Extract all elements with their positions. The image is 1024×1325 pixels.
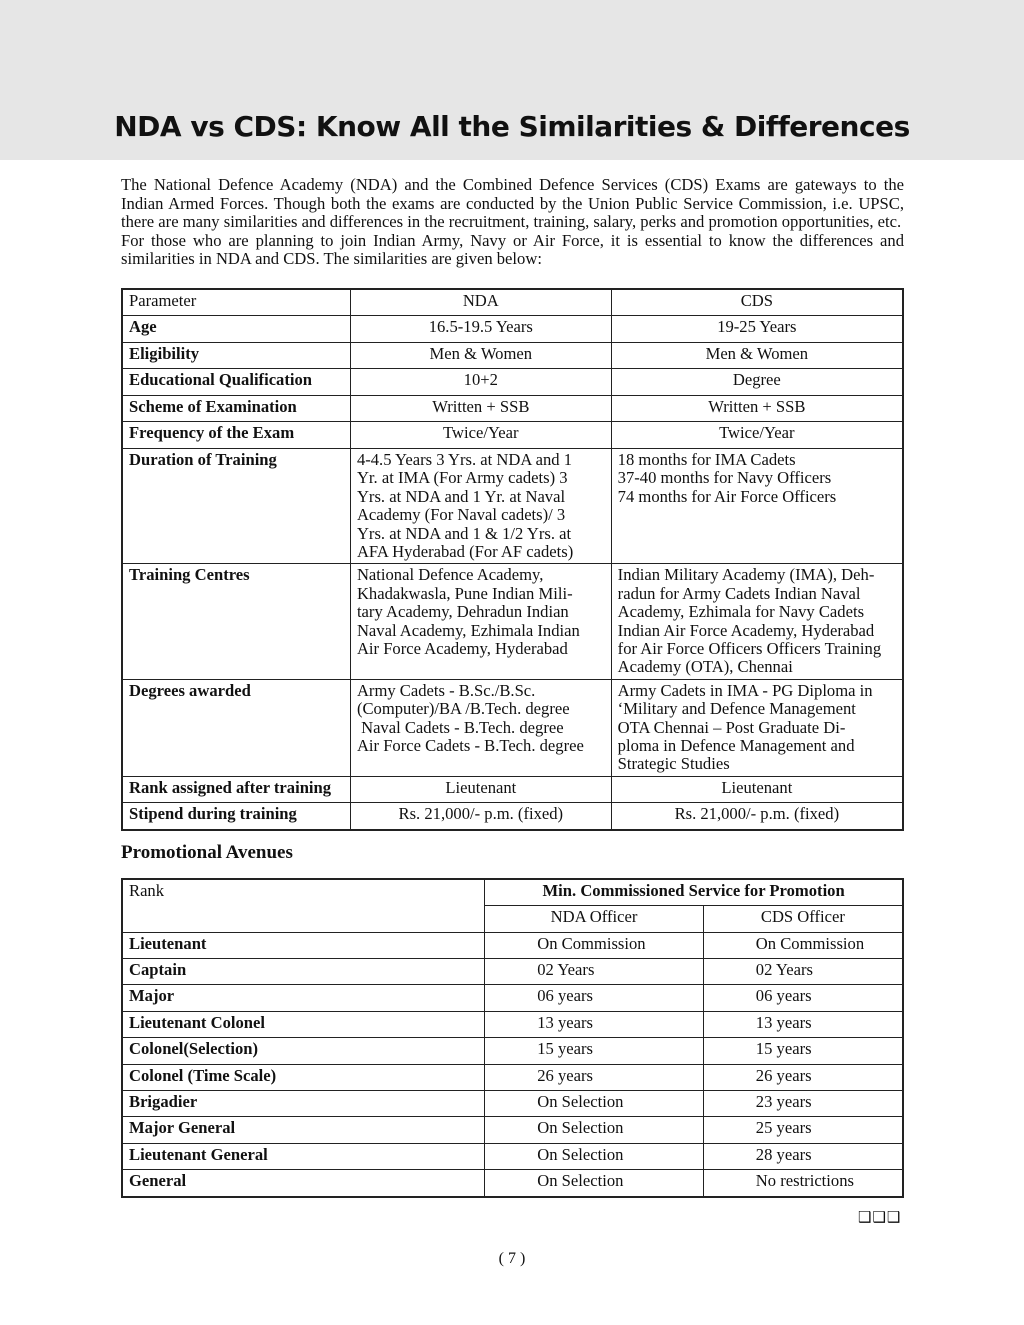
rank-cell: Brigadier [122,1091,485,1117]
comparison-row [122,369,903,396]
rank-cell: Major General [122,1117,485,1143]
cds-cell [611,564,903,679]
promotion-row [122,932,903,958]
cds-officer-cell: 25 years [703,1117,903,1143]
rank-cell: Colonel (Time Scale) [122,1064,485,1090]
cds-cell: Men & Women [611,342,903,369]
promotion-row [122,959,903,985]
cds-cell: Written + SSB [611,395,903,422]
rank-cell: Lieutenant Colonel [122,1011,485,1037]
nda-cell-line: Air Force Cadets - B.Tech. degree [356,736,584,756]
cds-cell-line: 37-40 months for Navy Officers [617,468,832,488]
cds-officer-cell: 15 years [703,1038,903,1064]
promotion-row [122,1143,903,1169]
promotion-row [122,1170,903,1197]
parameter-cell: Educational Qualification [122,369,350,396]
nda-cell: Men & Women [350,342,611,369]
nda-cell-line: Yrs. at NDA and 1 & 1/2 Yrs. at [356,523,572,543]
parameter-cell: Rank assigned after training [122,776,350,803]
nda-cell [350,564,611,679]
cds-cell [611,448,903,563]
end-mark-icon: ❑❑❑ [858,1208,902,1226]
nda-officer-cell: On Selection [485,1091,704,1117]
cds-cell-line: Strategic Studies [617,754,730,774]
comparison-body [122,316,903,830]
promotion-row [122,1064,903,1090]
parameter-cell: Eligibility [122,342,350,369]
parameter-cell: Age [122,316,350,343]
nda-cell-line: Naval Academy, Ezhimala Indian [356,620,580,640]
comparison-header-row [122,289,903,316]
page-title: NDA vs CDS: Know All the Similarities & Differences [114,110,910,143]
cds-cell-line: 74 months for Air Force Officers [617,486,837,506]
intro-paragraph-1: The National Defence Academy (NDA) and the Combined Defence Services (CDS) Exams are gateways to the Indian Armed Forces. Though both the exams are conducted by the Union Public Service Commission, i.e. UPSC, there are many similarities and differences in the recruitment, training, salary, perks and promotion opportunities, etc. [121,175,904,232]
cds-cell: Rs. 21,000/- p.m. (fixed) [611,803,903,830]
nda-officer-cell: 15 years [485,1038,704,1064]
nda-cell-line: tary Academy, Dehradun Indian [356,602,569,622]
cds-officer-cell: 23 years [703,1091,903,1117]
cds-cell [611,679,903,776]
cds-officer-cell: 06 years [703,985,903,1011]
nda-officer-cell: On Selection [485,1143,704,1169]
promotion-row [122,985,903,1011]
cds-cell-line: ‘Military and Defence Management [617,699,856,719]
cds-officer-cell: 28 years [703,1143,903,1169]
comparison-row [122,395,903,422]
nda-cell-line: Air Force Academy, Hyderabad [356,639,568,659]
nda-cell-line: Academy (For Naval cadets)/ 3 [356,505,566,525]
comparison-row [122,422,903,449]
header-rank: Rank [122,879,485,932]
intro-paragraph-2: For those who are planning to join Indian Army, Navy or Air Force, it is essential to know the differences and similarities in NDA and CDS. The similarities are given below: [121,230,904,269]
nda-cell-line: Yrs. at NDA and 1 Yr. at Naval [356,486,566,506]
nda-cell: 16.5-19.5 Years [350,316,611,343]
comparison-row [122,316,903,343]
nda-cell [350,679,611,776]
parameter-cell: Scheme of Examination [122,395,350,422]
cds-cell: 19-25 Years [611,316,903,343]
rank-cell: Major [122,985,485,1011]
nda-officer-cell: On Selection [485,1117,704,1143]
header-cds: CDS [611,289,903,316]
cds-cell: Degree [611,369,903,396]
nda-cell-line: 4-4.5 Years 3 Yrs. at NDA and 1 [356,449,573,469]
nda-officer-cell: 13 years [485,1011,704,1037]
cds-cell-line: OTA Chennai – Post Graduate Di- [617,717,846,737]
header-min-service: Min. Commissioned Service for Promotion [485,879,903,906]
cds-officer-cell: No restrictions [703,1170,903,1197]
cds-cell-line: Academy (OTA), Chennai [617,657,793,677]
header-nda-officer: NDA Officer [485,906,704,932]
nda-cell-line: National Defence Academy, [356,565,544,585]
nda-officer-cell: 02 Years [485,959,704,985]
nda-cell-line: Naval Cadets - B.Tech. degree [356,717,564,737]
rank-cell: Captain [122,959,485,985]
nda-cell-line: (Computer)/BA /B.Tech. degree [356,699,570,719]
cds-cell-line: Army Cadets in IMA - PG Diploma in [617,680,873,700]
nda-cell-line: AFA Hyderabad (For AF cadets) [356,542,574,561]
header-parameter: Parameter [122,289,350,316]
nda-cell-line: Yr. at IMA (For Army cadets) 3 [356,468,568,488]
rank-cell: Colonel(Selection) [122,1038,485,1064]
promotion-row [122,1091,903,1117]
promotion-row [122,1117,903,1143]
promotion-header-row [122,879,903,906]
cds-cell-line: 18 months for IMA Cadets [617,449,796,469]
rank-cell: Lieutenant General [122,1143,485,1169]
rank-cell: General [122,1170,485,1197]
rank-cell: Lieutenant [122,932,485,958]
comparison-row [122,776,903,803]
cds-cell: Twice/Year [611,422,903,449]
cds-cell-line: for Air Force Officers Officers Training [617,639,882,659]
header-nda: NDA [350,289,611,316]
cds-cell-line: Indian Air Force Academy, Hyderabad [617,620,875,640]
parameter-cell: Training Centres [122,564,350,679]
parameter-cell: Stipend during training [122,803,350,830]
nda-cell: 10+2 [350,369,611,396]
page-number: ( 7 ) [498,1250,526,1267]
nda-officer-cell: 06 years [485,985,704,1011]
cds-officer-cell: 26 years [703,1064,903,1090]
promotion-table [121,878,904,1198]
comparison-table [121,288,904,831]
nda-cell [350,448,611,563]
nda-cell: Twice/Year [350,422,611,449]
comparison-row [122,679,903,776]
nda-cell: Rs. 21,000/- p.m. (fixed) [350,803,611,830]
cds-cell-line: ploma in Defence Management and [617,736,855,756]
parameter-cell: Duration of Training [122,448,350,563]
promotion-row [122,1011,903,1037]
nda-cell-line: Khadakwasla, Pune Indian Mili- [356,583,573,603]
nda-cell: Written + SSB [350,395,611,422]
promotion-body [122,932,903,1196]
page-content [121,176,904,1198]
comparison-row [122,342,903,369]
cds-cell-line: Indian Military Academy (IMA), Deh- [617,565,875,585]
nda-officer-cell: On Commission [485,932,704,958]
header-cds-officer: CDS Officer [703,906,903,932]
parameter-cell: Degrees awarded [122,679,350,776]
cds-officer-cell: 02 Years [703,959,903,985]
section-heading-promotional-avenues: Promotional Avenues [121,841,293,863]
parameter-cell: Frequency of the Exam [122,422,350,449]
cds-cell: Lieutenant [611,776,903,803]
nda-officer-cell: 26 years [485,1064,704,1090]
comparison-row [122,448,903,563]
cds-cell-line: radun for Army Cadets Indian Naval [617,583,861,603]
comparison-row [122,564,903,679]
cds-officer-cell: On Commission [703,932,903,958]
cds-cell-line: Academy, Ezhimala for Navy Cadets [617,602,865,622]
promotion-row [122,1038,903,1064]
cds-officer-cell: 13 years [703,1011,903,1037]
nda-cell: Lieutenant [350,776,611,803]
comparison-row [122,803,903,830]
nda-cell-line: Army Cadets - B.Sc./B.Sc. [356,680,536,700]
nda-officer-cell: On Selection [485,1170,704,1197]
